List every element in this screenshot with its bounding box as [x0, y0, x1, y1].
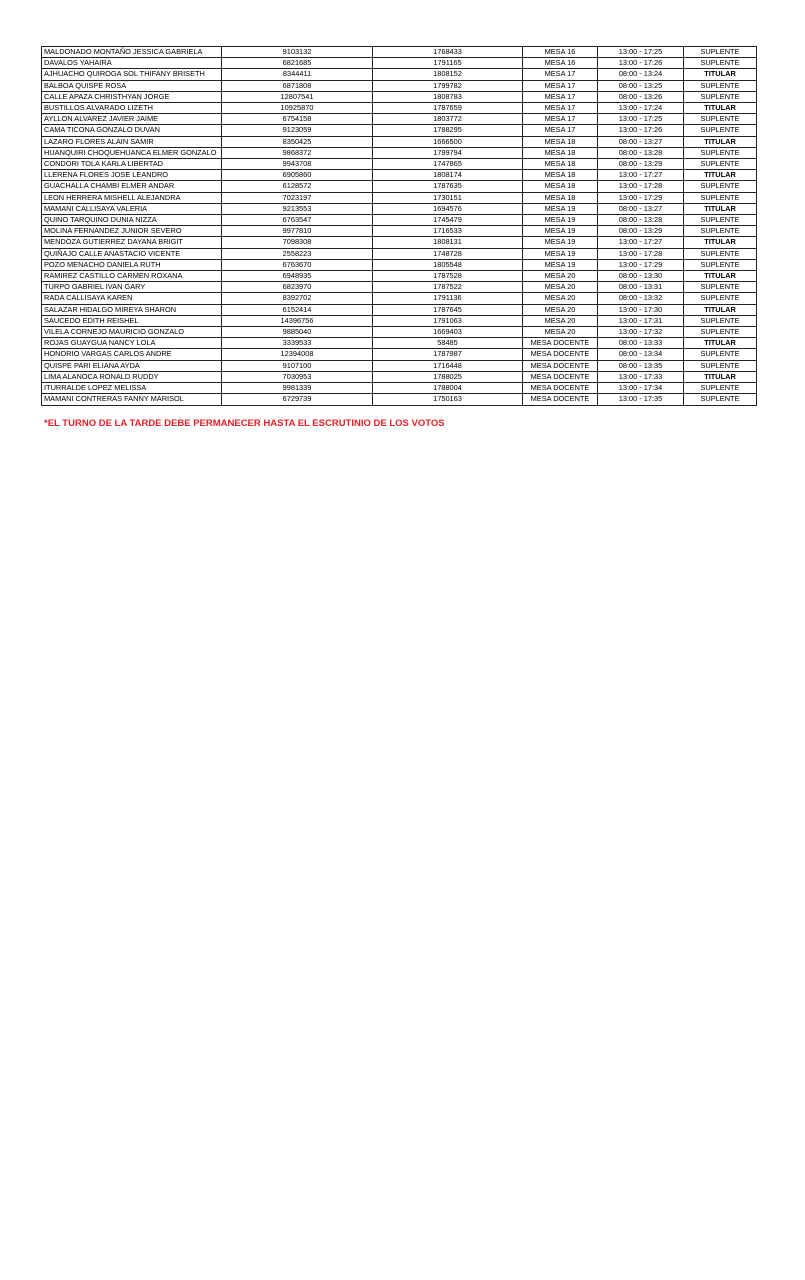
- code-cell: 1791063: [373, 315, 523, 326]
- code-cell: 1808783: [373, 91, 523, 102]
- table-row: [42, 170, 757, 181]
- person-name-cell: BUSTILLOS ALVARADO LIZETH: [42, 103, 222, 114]
- schedule-cell: 13:00 - 17:29: [598, 192, 684, 203]
- table-row: [42, 125, 757, 136]
- person-name-cell: RADA CALLISAYA KAREN: [42, 293, 222, 304]
- id-number-cell: 3339533: [222, 338, 373, 349]
- id-number-cell: 6763670: [222, 259, 373, 270]
- role-cell: SUPLENTE: [684, 383, 757, 394]
- schedule-cell: 08:00 - 13:33: [598, 338, 684, 349]
- mesa-cell: MESA 17: [523, 91, 598, 102]
- table-row: [42, 47, 757, 58]
- schedule-cell: 08:00 - 13:24: [598, 69, 684, 80]
- mesa-cell: MESA 19: [523, 248, 598, 259]
- table-row: [42, 58, 757, 69]
- role-cell: TITULAR: [684, 103, 757, 114]
- schedule-cell: 13:00 - 17:31: [598, 315, 684, 326]
- schedule-cell: 08:00 - 13:25: [598, 80, 684, 91]
- code-cell: 1787659: [373, 103, 523, 114]
- id-number-cell: 8350425: [222, 136, 373, 147]
- id-number-cell: 6763547: [222, 215, 373, 226]
- mesa-cell: MESA 19: [523, 226, 598, 237]
- person-name-cell: SAUCEDO EDITH REISHEL: [42, 315, 222, 326]
- person-name-cell: MAMANI CALLISAYA VALERIA: [42, 203, 222, 214]
- id-number-cell: 9943708: [222, 159, 373, 170]
- id-number-cell: 9868372: [222, 147, 373, 158]
- code-cell: 1808152: [373, 69, 523, 80]
- person-name-cell: ROJAS GUAYGUA NANCY LOLA: [42, 338, 222, 349]
- person-name-cell: LLERENA FLORES JOSE LEANDRO: [42, 170, 222, 181]
- schedule-cell: 13:00 - 17:27: [598, 237, 684, 248]
- table-row: [42, 248, 757, 259]
- mesa-cell: MESA 20: [523, 304, 598, 315]
- id-number-cell: 6871808: [222, 80, 373, 91]
- mesa-cell: MESA 16: [523, 58, 598, 69]
- role-cell: SUPLENTE: [684, 259, 757, 270]
- code-cell: 1805548: [373, 259, 523, 270]
- afternoon-shift-note: *EL TURNO DE LA TARDE DEBE PERMANECER HASTA EL ESCRUTINIO DE LOS VOTOS: [44, 418, 445, 429]
- mesa-cell: MESA 18: [523, 170, 598, 181]
- table-row: [42, 203, 757, 214]
- table-row: [42, 114, 757, 125]
- id-number-cell: 12807541: [222, 91, 373, 102]
- schedule-cell: 08:00 - 13:35: [598, 360, 684, 371]
- id-number-cell: 8344411: [222, 69, 373, 80]
- mesa-cell: MESA DOCENTE: [523, 338, 598, 349]
- role-cell: SUPLENTE: [684, 349, 757, 360]
- code-cell: 1730151: [373, 192, 523, 203]
- schedule-cell: 08:00 - 13:27: [598, 203, 684, 214]
- role-cell: TITULAR: [684, 304, 757, 315]
- role-cell: SUPLENTE: [684, 58, 757, 69]
- role-cell: SUPLENTE: [684, 293, 757, 304]
- table-row: [42, 237, 757, 248]
- schedule-cell: 08:00 - 13:26: [598, 91, 684, 102]
- table-row: [42, 394, 757, 405]
- person-name-cell: CALLE APAZA CHRISTHYAN JORGE: [42, 91, 222, 102]
- code-cell: 58485: [373, 338, 523, 349]
- schedule-cell: 13:00 - 17:29: [598, 259, 684, 270]
- role-cell: SUPLENTE: [684, 159, 757, 170]
- mesa-cell: MESA 20: [523, 327, 598, 338]
- id-number-cell: 6823970: [222, 282, 373, 293]
- id-number-cell: 7098308: [222, 237, 373, 248]
- id-number-cell: 14396756: [222, 315, 373, 326]
- person-name-cell: LAZARO FLORES ALAIN SAMIR: [42, 136, 222, 147]
- mesa-cell: MESA 17: [523, 125, 598, 136]
- code-cell: 1791165: [373, 58, 523, 69]
- code-cell: 1788025: [373, 371, 523, 382]
- table-row: [42, 136, 757, 147]
- id-number-cell: 6905860: [222, 170, 373, 181]
- person-name-cell: AYLLON ALVAREZ JAVIER JAIME: [42, 114, 222, 125]
- person-name-cell: ITURRALDE LOPEZ MELISSA: [42, 383, 222, 394]
- mesa-cell: MESA DOCENTE: [523, 360, 598, 371]
- person-name-cell: CAMA TICONA GONZALO DUVAN: [42, 125, 222, 136]
- role-cell: TITULAR: [684, 338, 757, 349]
- role-cell: SUPLENTE: [684, 181, 757, 192]
- id-number-cell: 6948935: [222, 271, 373, 282]
- mesa-cell: MESA 16: [523, 47, 598, 58]
- id-number-cell: 9981339: [222, 383, 373, 394]
- table-row: [42, 192, 757, 203]
- code-cell: 1716448: [373, 360, 523, 371]
- role-cell: SUPLENTE: [684, 80, 757, 91]
- id-number-cell: 7023197: [222, 192, 373, 203]
- schedule-cell: 08:00 - 13:31: [598, 282, 684, 293]
- id-number-cell: 6821685: [222, 58, 373, 69]
- code-cell: 1748728: [373, 248, 523, 259]
- person-name-cell: GUACHALLA CHAMBI ELMER ANDAR: [42, 181, 222, 192]
- table-row: [42, 315, 757, 326]
- code-cell: 1788004: [373, 383, 523, 394]
- role-cell: SUPLENTE: [684, 114, 757, 125]
- id-number-cell: 6152414: [222, 304, 373, 315]
- person-name-cell: AJHUACHO QUIROGA SOL THIFANY BRISETH: [42, 69, 222, 80]
- schedule-cell: 13:00 - 17:24: [598, 103, 684, 114]
- mesa-cell: MESA 19: [523, 215, 598, 226]
- code-cell: 1787528: [373, 271, 523, 282]
- role-cell: SUPLENTE: [684, 215, 757, 226]
- id-number-cell: 12394008: [222, 349, 373, 360]
- id-number-cell: 8392702: [222, 293, 373, 304]
- schedule-cell: 13:00 - 17:30: [598, 304, 684, 315]
- table-row: [42, 304, 757, 315]
- table-row: [42, 293, 757, 304]
- person-name-cell: MENDOZA GUTIERREZ DAYANA BRIGIT: [42, 237, 222, 248]
- mesa-cell: MESA 18: [523, 136, 598, 147]
- person-name-cell: MALDONADO MONTAÑO JESSICA GABRIELA: [42, 47, 222, 58]
- mesa-cell: MESA 20: [523, 271, 598, 282]
- mesa-cell: MESA 18: [523, 147, 598, 158]
- mesa-cell: MESA 20: [523, 293, 598, 304]
- code-cell: 1791136: [373, 293, 523, 304]
- mesa-cell: MESA 20: [523, 282, 598, 293]
- role-cell: SUPLENTE: [684, 226, 757, 237]
- role-cell: SUPLENTE: [684, 192, 757, 203]
- table-row: [42, 103, 757, 114]
- person-name-cell: SALAZAR HIDALGO MIREYA SHARON: [42, 304, 222, 315]
- role-cell: SUPLENTE: [684, 125, 757, 136]
- code-cell: 1799782: [373, 80, 523, 91]
- role-cell: TITULAR: [684, 203, 757, 214]
- code-cell: 1787645: [373, 304, 523, 315]
- schedule-cell: 13:00 - 17:26: [598, 58, 684, 69]
- code-cell: 1768433: [373, 47, 523, 58]
- table-row: [42, 181, 757, 192]
- id-number-cell: 9977810: [222, 226, 373, 237]
- role-cell: SUPLENTE: [684, 47, 757, 58]
- table-row: [42, 159, 757, 170]
- schedule-cell: 13:00 - 17:32: [598, 327, 684, 338]
- person-name-cell: DAVALOS YAHAIRA: [42, 58, 222, 69]
- code-cell: 1808174: [373, 170, 523, 181]
- role-cell: SUPLENTE: [684, 282, 757, 293]
- person-name-cell: LIMA ALANOCA RONALD RUDDY: [42, 371, 222, 382]
- mesa-cell: MESA DOCENTE: [523, 383, 598, 394]
- code-cell: 1666500: [373, 136, 523, 147]
- mesa-cell: MESA 18: [523, 159, 598, 170]
- table-row: [42, 215, 757, 226]
- mesa-cell: MESA DOCENTE: [523, 349, 598, 360]
- table-row: [42, 282, 757, 293]
- code-cell: 1799794: [373, 147, 523, 158]
- id-number-cell: 10925870: [222, 103, 373, 114]
- id-number-cell: 9885040: [222, 327, 373, 338]
- role-cell: TITULAR: [684, 271, 757, 282]
- id-number-cell: 6754158: [222, 114, 373, 125]
- mesa-cell: MESA 17: [523, 69, 598, 80]
- role-cell: TITULAR: [684, 170, 757, 181]
- code-cell: 1803772: [373, 114, 523, 125]
- person-name-cell: QUINO TARQUINO DUNIA NIZZA: [42, 215, 222, 226]
- id-number-cell: 6729739: [222, 394, 373, 405]
- role-cell: SUPLENTE: [684, 147, 757, 158]
- schedule-cell: 08:00 - 13:30: [598, 271, 684, 282]
- table-row: [42, 259, 757, 270]
- schedule-cell: 08:00 - 13:28: [598, 147, 684, 158]
- id-number-cell: 9107100: [222, 360, 373, 371]
- id-number-cell: 2558223: [222, 248, 373, 259]
- code-cell: 1716533: [373, 226, 523, 237]
- code-cell: 1787522: [373, 282, 523, 293]
- schedule-cell: 13:00 - 17:27: [598, 170, 684, 181]
- table-row: [42, 383, 757, 394]
- id-number-cell: 7030953: [222, 371, 373, 382]
- role-cell: TITULAR: [684, 237, 757, 248]
- person-name-cell: RAMIREZ CASTILLO CARMEN ROXANA: [42, 271, 222, 282]
- table-row: [42, 226, 757, 237]
- code-cell: 1808131: [373, 237, 523, 248]
- table-body: [42, 47, 757, 406]
- role-cell: SUPLENTE: [684, 248, 757, 259]
- role-cell: SUPLENTE: [684, 394, 757, 405]
- table-row: [42, 327, 757, 338]
- id-number-cell: 9213553: [222, 203, 373, 214]
- person-name-cell: VILELA CORNEJO MAURICIO GONZALO: [42, 327, 222, 338]
- mesa-cell: MESA 18: [523, 181, 598, 192]
- person-name-cell: CONDORI TOLA KARLA LIBERTAD: [42, 159, 222, 170]
- mesa-cell: MESA 17: [523, 114, 598, 125]
- person-name-cell: POZO MENACHO DANIELA RUTH: [42, 259, 222, 270]
- role-cell: SUPLENTE: [684, 315, 757, 326]
- schedule-cell: 13:00 - 17:26: [598, 125, 684, 136]
- table-row: [42, 338, 757, 349]
- person-name-cell: HUANQUIRI CHOQUEHUANCA ELMER GONZALO: [42, 147, 222, 158]
- id-number-cell: 9103132: [222, 47, 373, 58]
- person-name-cell: LEON HERRERA MISHELL ALEJANDRA: [42, 192, 222, 203]
- person-name-cell: TURPO GABRIEL IVAN GARY: [42, 282, 222, 293]
- mesa-cell: MESA DOCENTE: [523, 371, 598, 382]
- person-name-cell: BALBOA QUISPE ROSA: [42, 80, 222, 91]
- code-cell: 1747865: [373, 159, 523, 170]
- code-cell: 1750163: [373, 394, 523, 405]
- role-cell: TITULAR: [684, 371, 757, 382]
- person-name-cell: MOLINA FERNANDEZ JUNIOR SEVERO: [42, 226, 222, 237]
- mesa-cell: MESA 17: [523, 103, 598, 114]
- schedule-cell: 13:00 - 17:25: [598, 47, 684, 58]
- id-number-cell: 6128572: [222, 181, 373, 192]
- code-cell: 1787987: [373, 349, 523, 360]
- role-cell: TITULAR: [684, 136, 757, 147]
- schedule-cell: 08:00 - 13:29: [598, 159, 684, 170]
- mesa-cell: MESA 20: [523, 315, 598, 326]
- schedule-cell: 08:00 - 13:32: [598, 293, 684, 304]
- mesa-cell: MESA 19: [523, 237, 598, 248]
- schedule-cell: 08:00 - 13:29: [598, 226, 684, 237]
- table-row: [42, 147, 757, 158]
- code-cell: 1787635: [373, 181, 523, 192]
- mesa-cell: MESA DOCENTE: [523, 394, 598, 405]
- person-name-cell: QUIÑAJO CALLE ANASTACIO VICENTE: [42, 248, 222, 259]
- mesa-cell: MESA 19: [523, 203, 598, 214]
- table-row: [42, 349, 757, 360]
- mesa-cell: MESA 18: [523, 192, 598, 203]
- schedule-cell: 13:00 - 17:25: [598, 114, 684, 125]
- schedule-cell: 13:00 - 17:34: [598, 383, 684, 394]
- code-cell: 1788295: [373, 125, 523, 136]
- role-cell: TITULAR: [684, 69, 757, 80]
- id-number-cell: 9123059: [222, 125, 373, 136]
- person-name-cell: HONORIO VARGAS CARLOS ANDRE: [42, 349, 222, 360]
- table-row: [42, 271, 757, 282]
- person-name-cell: MAMANI CONTRERAS FANNY MARISOL: [42, 394, 222, 405]
- person-name-cell: QUISPE PARI ELIANA AYDA: [42, 360, 222, 371]
- schedule-cell: 13:00 - 17:28: [598, 181, 684, 192]
- schedule-cell: 08:00 - 13:28: [598, 215, 684, 226]
- mesa-cell: MESA 19: [523, 259, 598, 270]
- code-cell: 1669403: [373, 327, 523, 338]
- schedule-cell: 08:00 - 13:34: [598, 349, 684, 360]
- role-cell: SUPLENTE: [684, 327, 757, 338]
- role-cell: SUPLENTE: [684, 91, 757, 102]
- electoral-jury-table: [41, 46, 757, 406]
- schedule-cell: 13:00 - 17:33: [598, 371, 684, 382]
- schedule-cell: 13:00 - 17:35: [598, 394, 684, 405]
- table-row: [42, 371, 757, 382]
- code-cell: 1745479: [373, 215, 523, 226]
- table-row: [42, 91, 757, 102]
- table-row: [42, 360, 757, 371]
- mesa-cell: MESA 17: [523, 80, 598, 91]
- schedule-cell: 08:00 - 13:27: [598, 136, 684, 147]
- table-row: [42, 80, 757, 91]
- role-cell: SUPLENTE: [684, 360, 757, 371]
- schedule-cell: 13:00 - 17:28: [598, 248, 684, 259]
- code-cell: 1694576: [373, 203, 523, 214]
- table-row: [42, 69, 757, 80]
